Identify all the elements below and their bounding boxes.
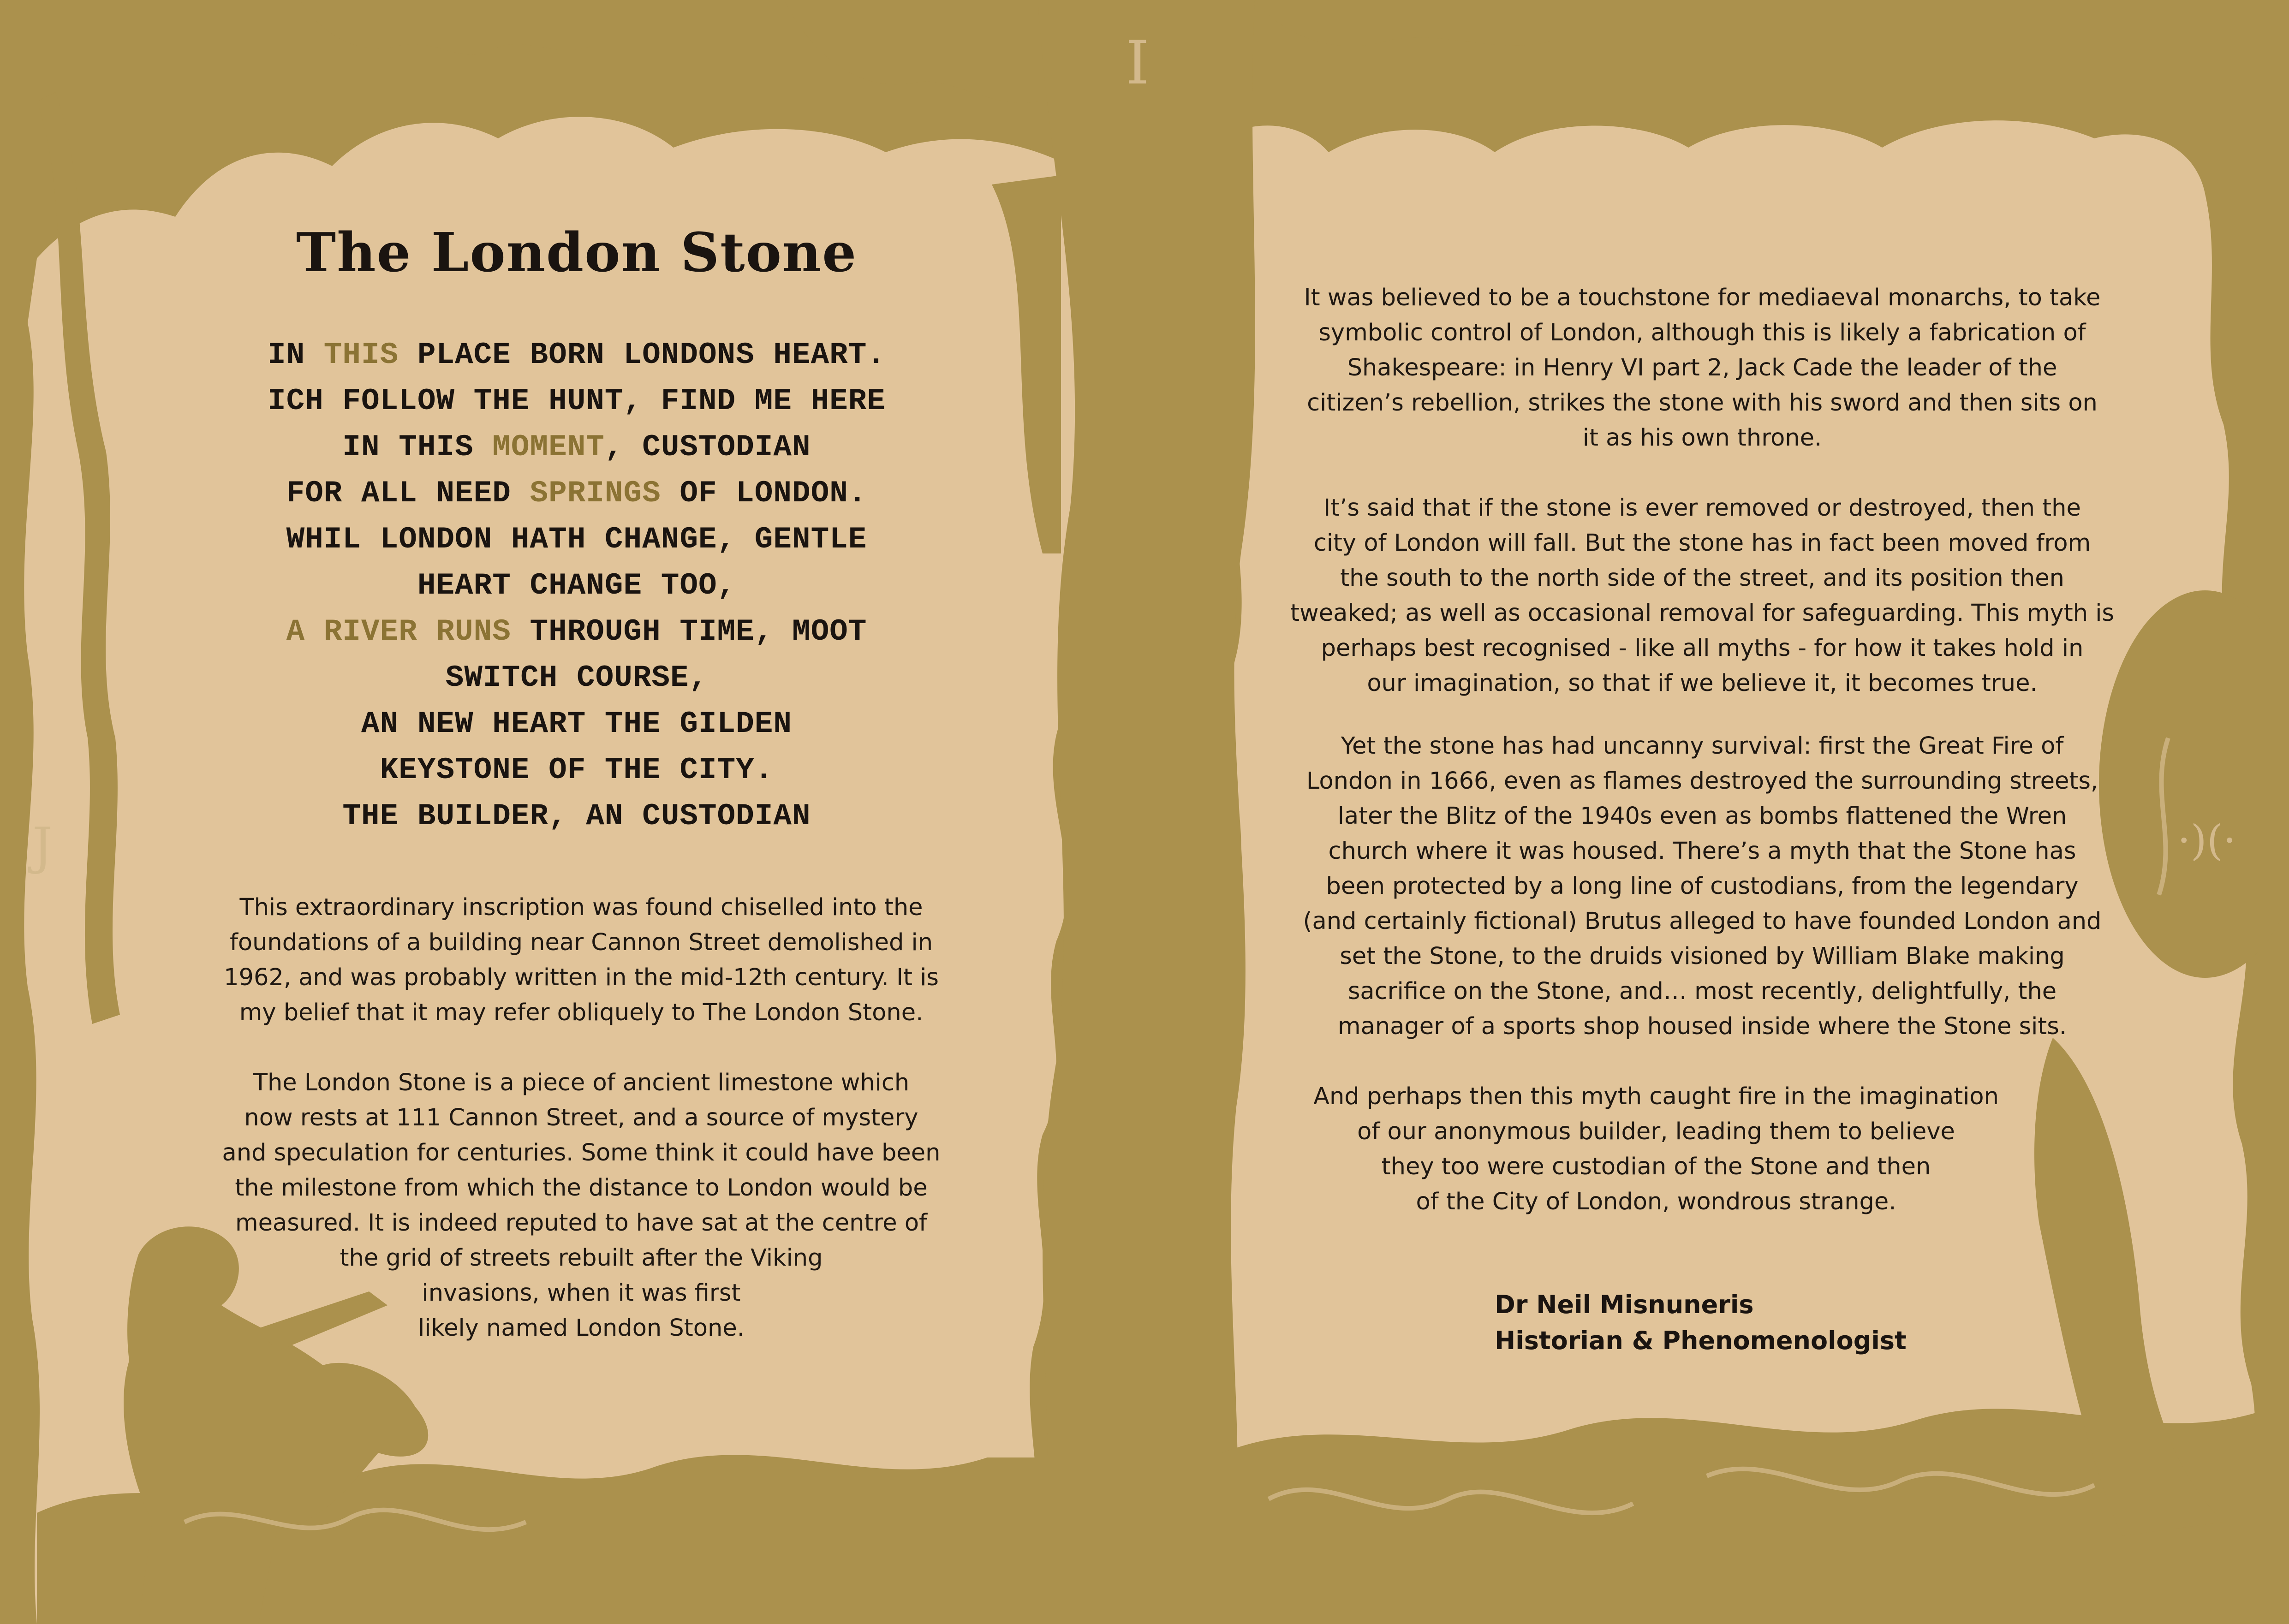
inscription-text: THE BUILDER, AN CUSTODIAN [342, 799, 811, 833]
inscription-text: IN [267, 338, 324, 372]
inscription-highlight: THIS [323, 338, 399, 372]
text-line: manager of a sports shop housed inside where the Stone sits. [1337, 1013, 2067, 1040]
inscription-line [221, 609, 932, 655]
inscription-text: IN THIS [342, 430, 493, 464]
text-line: it as his own throne. [1582, 424, 1822, 452]
inscription-text: PLACE BORN LONDONS HEART. [399, 338, 886, 372]
inscription-text: OF LONDON. [661, 476, 867, 511]
inscription-line [221, 378, 932, 424]
inscription-line [221, 793, 932, 839]
inscription-text: AN NEW HEART THE GILDEN [361, 707, 792, 741]
text-line: This extraordinary inscription was found chiselled into the [239, 894, 923, 921]
inscription-text: HEART CHANGE TOO, [417, 568, 736, 603]
text-line: Shakespeare: in Henry VI part 2, Jack Cade the leader of the [1347, 354, 2057, 381]
text-line: and speculation for centuries. Some think it could have been [222, 1139, 941, 1166]
text-line: 1962, and was probably written in the mid-12th century. It is [224, 964, 939, 991]
text-line: invasions, when it was first [422, 1279, 741, 1307]
inscription-line [221, 747, 932, 793]
text-line: of the City of London, wondrous strange. [1416, 1188, 1896, 1215]
text-line: the milestone from which the distance to London would be [235, 1174, 928, 1202]
text-line: citizen’s rebellion, strikes the stone with his sword and then sits on [1307, 389, 2098, 416]
inscription-line [221, 517, 932, 563]
glyph-right: ·)(· [2177, 816, 2236, 865]
page-title: The London Stone [296, 221, 858, 284]
author-role: Historian & Phenomenologist [1495, 1326, 1907, 1355]
inscription-text: SWITCH COURSE, [445, 660, 708, 695]
right-paragraph-3 [1264, 729, 2140, 1044]
text-line: It was believed to be a touchstone for mediaeval monarchs, to take [1304, 284, 2101, 311]
text-line: measured. It is indeed reputed to have sat at the centre of [235, 1209, 927, 1237]
text-line: London in 1666, even as flames destroyed the surrounding streets, [1306, 767, 2098, 795]
inscription-line [221, 470, 932, 517]
inscription-highlight: SPRINGS [530, 476, 661, 511]
inscription-line [221, 563, 932, 609]
text-line: later the Blitz of the 1940s even as bombs flattened the Wren [1337, 803, 2067, 830]
text-line: city of London will fall. But the stone has in fact been moved from [1313, 529, 2091, 557]
inscription-line [221, 424, 932, 470]
author-name: Dr Neil Misnuneris [1495, 1290, 1754, 1319]
text-line: likely named London Stone. [418, 1315, 745, 1342]
text-line: (and certainly fictional) Brutus alleged to have founded London and [1303, 908, 2102, 935]
inscription-text: , CUSTODIAN [604, 430, 811, 464]
glyph-top: I [1126, 28, 1150, 98]
text-line: Yet the stone has had uncanny survival: first the Great Fire of [1341, 732, 2064, 760]
text-line: now rests at 111 Cannon Street, and a source of mystery [244, 1104, 918, 1131]
text-line: of our anonymous builder, leading them to believe [1357, 1118, 1955, 1145]
inscription-text: KEYSTONE OF THE CITY. [380, 753, 774, 787]
text-line: set the Stone, to the druids visioned by William Blake making [1340, 943, 2065, 970]
inscription-text: WHIL LONDON HATH CHANGE, GENTLE [286, 522, 867, 557]
text-line: been protected by a long line of custodians, from the legendary [1326, 873, 2079, 900]
text-line: the grid of streets rebuilt after the Viking [340, 1244, 823, 1272]
inscription-highlight: A RIVER RUNS [286, 614, 511, 649]
signature-block [1495, 1287, 2002, 1359]
inscription-poem [221, 332, 932, 839]
text-line: our imagination, so that if we believe it, it becomes true. [1367, 670, 2038, 697]
text-line: The London Stone is a piece of ancient limestone which [253, 1069, 910, 1096]
text-line: symbolic control of London, although this is likely a fabrication of [1318, 319, 2086, 346]
inscription-text: FOR ALL NEED [286, 476, 530, 511]
text-line: It’s said that if the stone is ever removed or destroyed, then the [1323, 494, 2081, 522]
text-line: sacrifice on the Stone, and… most recently, delightfully, the [1347, 978, 2057, 1005]
text-line: church where it was housed. There’s a myth that the Stone has [1328, 838, 2076, 865]
glyph-left: J [32, 816, 53, 875]
right-paragraph-1 [1264, 280, 2140, 456]
text-line: foundations of a building near Cannon Street demolished in [229, 929, 933, 956]
text-line: they too were custodian of the Stone and then [1381, 1153, 1931, 1180]
text-line: tweaked; as well as occasional removal for safeguarding. This myth is [1290, 600, 2114, 627]
left-paragraph-1 [185, 890, 978, 1030]
text-line: my belief that it may refer obliquely to The London Stone. [239, 999, 924, 1026]
text-line: And perhaps then this myth caught fire in the imagination [1313, 1083, 1999, 1110]
right-paragraph-2 [1264, 491, 2140, 701]
inscription-line [221, 701, 932, 747]
inscription-text: ICH FOLLOW THE HUNT, FIND ME HERE [267, 384, 886, 418]
text-line: the south to the north side of the street, and its position then [1340, 565, 2064, 592]
inscription-line [221, 332, 932, 378]
inscription-line [221, 655, 932, 701]
right-paragraph-4 [1246, 1079, 2067, 1219]
inscription-text: THROUGH TIME, MOOT [511, 614, 867, 649]
inscription-highlight: MOMENT [492, 430, 605, 464]
left-paragraph-2 [185, 1065, 978, 1346]
text-line: perhaps best recognised - like all myths - for how it takes hold in [1321, 635, 2084, 662]
